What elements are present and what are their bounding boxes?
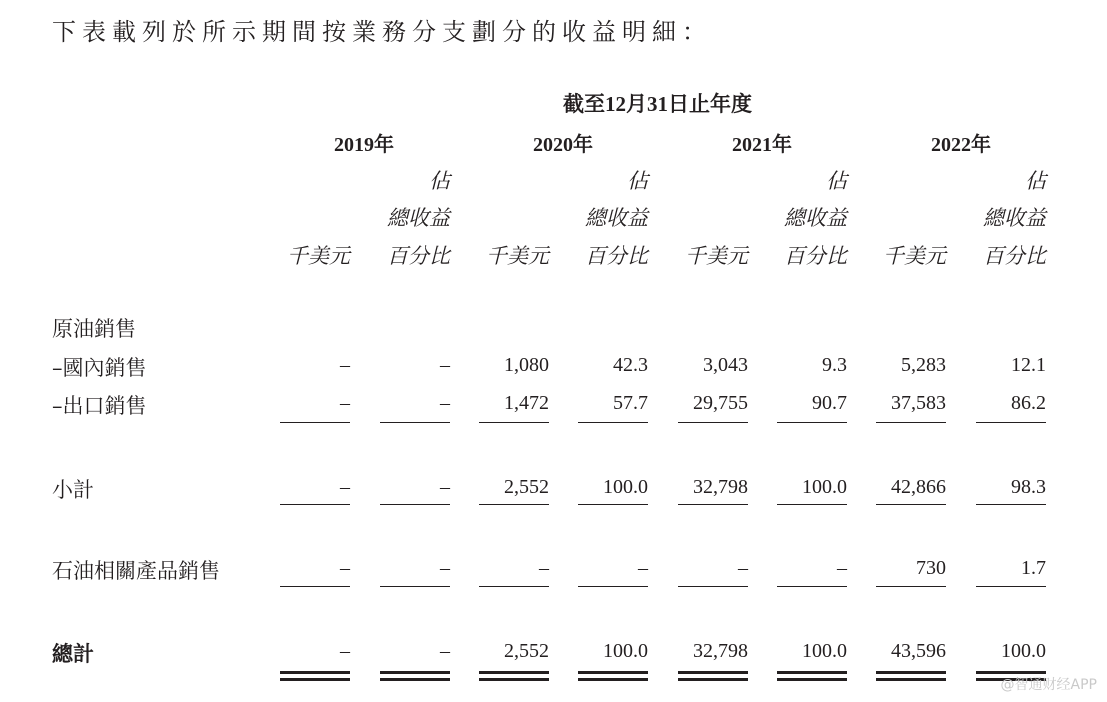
table-cell: 5,283 — [901, 354, 946, 376]
double-underline-rule — [876, 671, 946, 674]
table-cell: – — [440, 640, 450, 662]
table-cell: – — [340, 557, 350, 579]
double-underline-rule — [876, 678, 946, 681]
row-label: 原油銷售 — [52, 317, 136, 341]
year-2022: 2022年 — [931, 134, 991, 156]
underline-rule — [976, 422, 1046, 423]
header-pct-line2: 總收益 — [585, 206, 648, 230]
underline-rule — [380, 422, 450, 423]
double-underline-rule — [578, 671, 648, 674]
underline-rule — [678, 586, 748, 587]
header-pct-line2: 總收益 — [387, 206, 450, 230]
header-amount: 千美元 — [685, 244, 748, 268]
header-pct-line1: 佔 — [627, 169, 648, 193]
table-cell: 100.0 — [802, 640, 847, 662]
table-cell: – — [440, 557, 450, 579]
table-cell: 32,798 — [693, 640, 748, 662]
table-cell: 3,043 — [703, 354, 748, 376]
underline-rule — [777, 586, 847, 587]
table-cell: 98.3 — [1011, 476, 1046, 498]
table-cell: – — [340, 354, 350, 376]
double-underline-rule — [479, 671, 549, 674]
table-cell: – — [340, 392, 350, 414]
header-pct-line3: 百分比 — [387, 244, 450, 268]
row-label: 小計 — [52, 478, 94, 502]
table-cell: 57.7 — [613, 392, 648, 414]
table-cell: 2,552 — [504, 476, 549, 498]
underline-rule — [280, 586, 350, 587]
underline-rule — [876, 586, 946, 587]
double-underline-rule — [777, 678, 847, 681]
double-underline-rule — [380, 678, 450, 681]
table-cell: 42.3 — [613, 354, 648, 376]
table-cell: 1.7 — [1021, 557, 1046, 579]
underline-rule — [380, 586, 450, 587]
underline-rule — [280, 504, 350, 505]
table-cell: – — [638, 557, 648, 579]
table-cell: 29,755 — [693, 392, 748, 414]
double-underline-rule — [280, 678, 350, 681]
underline-rule — [479, 504, 549, 505]
period-header: 截至12月31日止年度 — [563, 92, 752, 116]
header-pct-line2: 總收益 — [983, 206, 1046, 230]
underline-rule — [578, 504, 648, 505]
underline-rule — [976, 504, 1046, 505]
header-amount: 千美元 — [486, 244, 549, 268]
underline-rule — [479, 586, 549, 587]
table-cell: 1,472 — [504, 392, 549, 414]
underline-rule — [777, 422, 847, 423]
double-underline-rule — [678, 678, 748, 681]
year-2020: 2020年 — [533, 134, 593, 156]
table-cell: 1,080 — [504, 354, 549, 376]
double-underline-rule — [280, 671, 350, 674]
table-cell: 730 — [916, 557, 946, 579]
year-2019: 2019年 — [334, 134, 394, 156]
underline-rule — [976, 586, 1046, 587]
table-cell: 12.1 — [1011, 354, 1046, 376]
underline-rule — [380, 504, 450, 505]
row-label: –國內銷售 — [52, 356, 147, 380]
table-cell: – — [440, 392, 450, 414]
table-cell: – — [440, 354, 450, 376]
double-underline-rule — [578, 678, 648, 681]
table-cell: 42,866 — [891, 476, 946, 498]
intro-text: 下表載列於所示期間按業務分支劃分的收益明細： — [52, 18, 712, 46]
underline-rule — [678, 422, 748, 423]
table-cell: 100.0 — [603, 640, 648, 662]
table-cell: 100.0 — [1001, 640, 1046, 662]
table-cell: 9.3 — [822, 354, 847, 376]
underline-rule — [876, 422, 946, 423]
header-pct-line3: 百分比 — [784, 244, 847, 268]
underline-rule — [678, 504, 748, 505]
underline-rule — [578, 422, 648, 423]
underline-rule — [777, 504, 847, 505]
double-underline-rule — [678, 671, 748, 674]
table-cell: 37,583 — [891, 392, 946, 414]
underline-rule — [876, 504, 946, 505]
header-pct-line1: 佔 — [1025, 169, 1046, 193]
year-2021: 2021年 — [732, 134, 792, 156]
table-cell: – — [539, 557, 549, 579]
table-cell: – — [440, 476, 450, 498]
header-pct-line3: 百分比 — [585, 244, 648, 268]
table-cell: 100.0 — [802, 476, 847, 498]
header-pct-line1: 佔 — [826, 169, 847, 193]
header-amount: 千美元 — [883, 244, 946, 268]
row-label: 石油相關產品銷售 — [52, 559, 220, 583]
table-cell: – — [738, 557, 748, 579]
table-cell: – — [340, 476, 350, 498]
double-underline-rule — [380, 671, 450, 674]
header-amount: 千美元 — [287, 244, 350, 268]
table-cell: 90.7 — [812, 392, 847, 414]
double-underline-rule — [479, 678, 549, 681]
row-label: 總計 — [52, 641, 94, 666]
underline-rule — [280, 422, 350, 423]
table-cell: – — [340, 640, 350, 662]
double-underline-rule — [777, 671, 847, 674]
row-label: –出口銷售 — [52, 394, 147, 418]
table-cell: 32,798 — [693, 476, 748, 498]
table-cell: – — [837, 557, 847, 579]
header-pct-line1: 佔 — [429, 169, 450, 193]
table-cell: 86.2 — [1011, 392, 1046, 414]
table-cell: 2,552 — [504, 640, 549, 662]
underline-rule — [479, 422, 549, 423]
header-pct-line2: 總收益 — [784, 206, 847, 230]
table-cell: 43,596 — [891, 640, 946, 662]
header-pct-line3: 百分比 — [983, 244, 1046, 268]
underline-rule — [578, 586, 648, 587]
table-cell: 100.0 — [603, 476, 648, 498]
watermark: @智通财经APP — [1000, 677, 1097, 693]
